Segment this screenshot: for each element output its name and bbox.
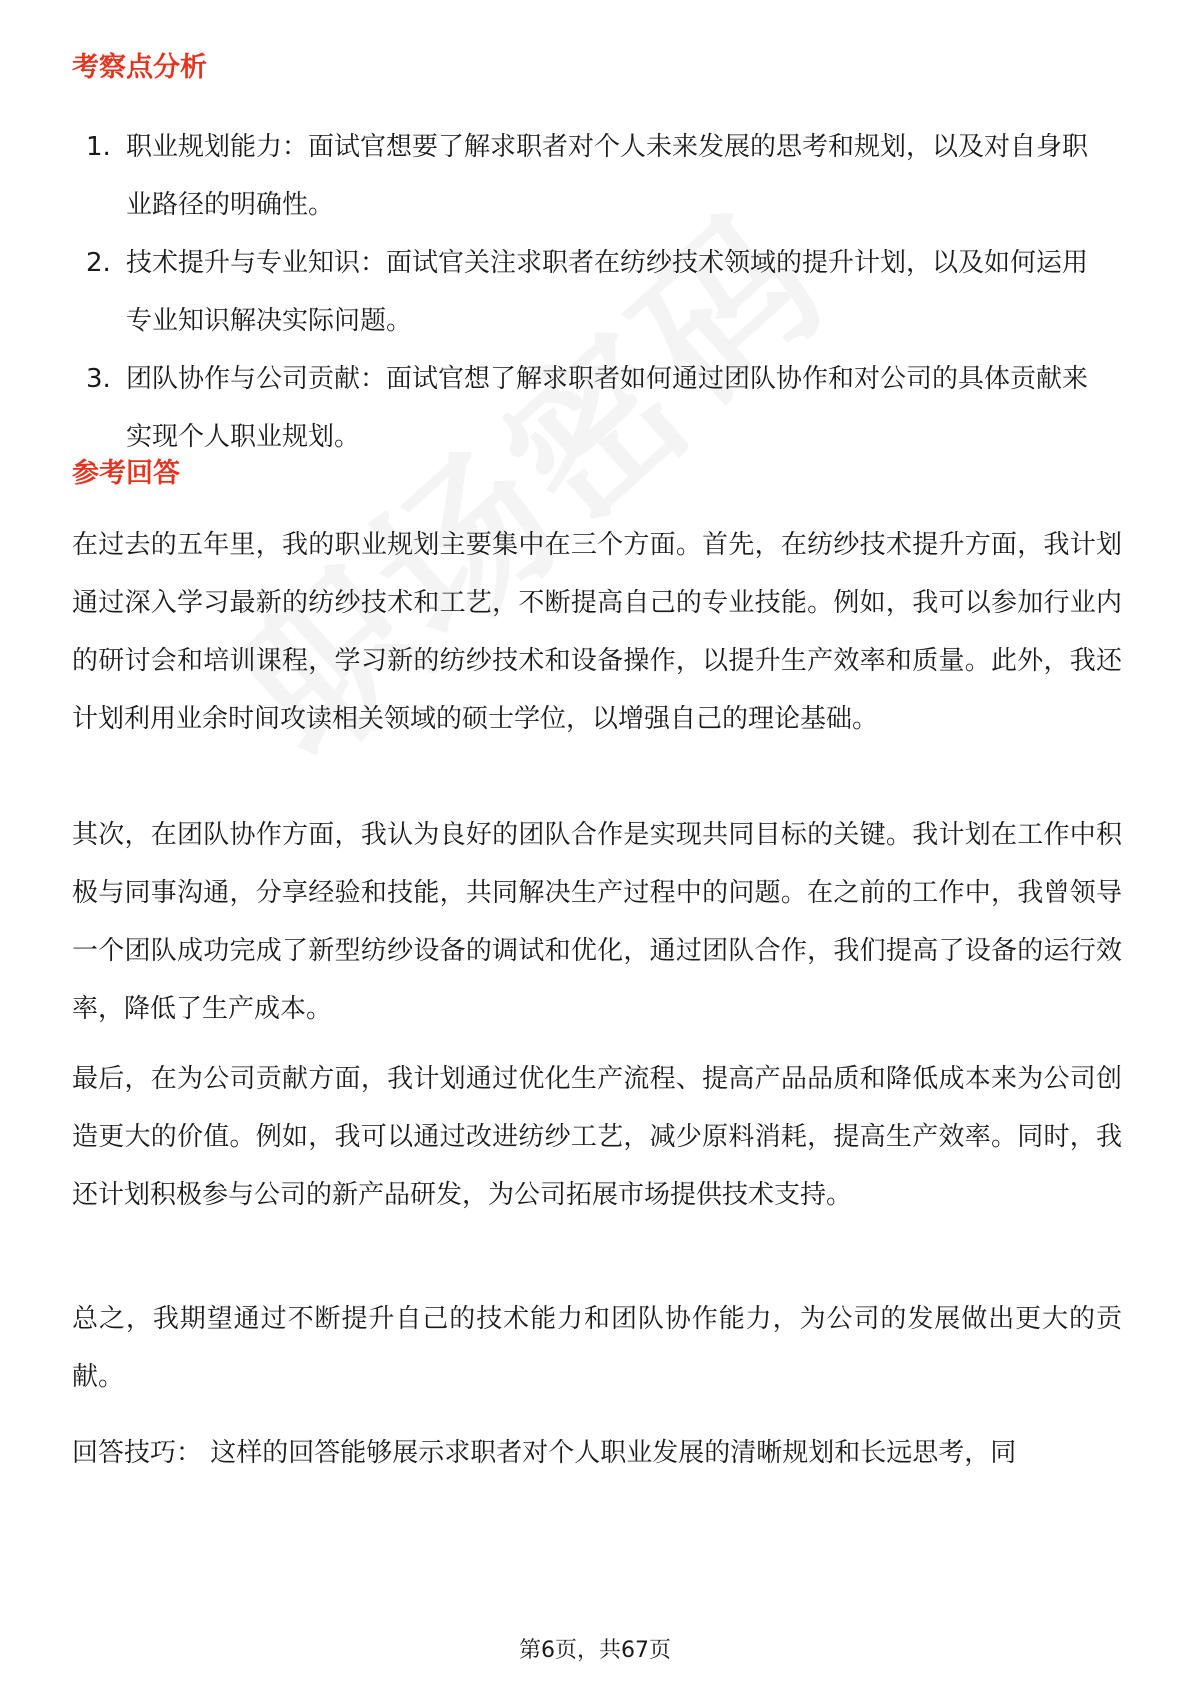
answer-paragraph: 在过去的五年里，我的职业规划主要集中在三个方面。首先，在纺纱技术提升方面，我计划通过深入学习最新的纺纱技术和工艺，不断提高自己的专业技能。例如，我可以参加行业内的研讨会和培训课程，学习新的纺纱技术和设备操作，以提升生产效率和质量。此外，我还计划利用业余时间攻读相关领域的硕士学位，以增强自己的理论基础。 — [72, 530, 1122, 734]
reference-heading: 参考回答 — [72, 458, 180, 489]
answer-tips: 回答技巧： 这样的回答能够展示求职者对个人职业发展的清晰规划和长远思考，同 — [72, 1438, 1017, 1468]
analysis-item-text: 技术提升与专业知识：面试官关注求职者在纺纱技术领域的提升计划，以及如何运用专业知识解决实际问题。 — [126, 248, 1089, 336]
analysis-item — [72, 350, 1112, 466]
answer-paragraph: 其次，在团队协作方面，我认为良好的团队合作是实现共同目标的关键。我计划在工作中积极与同事沟通，分享经验和技能，共同解决生产过程中的问题。在之前的工作中，我曾领导一个团队成功完成了新型纺纱设备的调试和优化，通过团队合作，我们提高了设备的运行效率，降低了生产成本。 — [72, 820, 1122, 1024]
answer-paragraph: 总之，我期望通过不断提升自己的技术能力和团队协作能力，为公司的发展做出更大的贡献。 — [72, 1304, 1122, 1392]
answer-paragraph: 最后，在为公司贡献方面，我计划通过优化生产流程、提高产品品质和降低成本来为公司创造更大的价值。例如，我可以通过改进纺纱工艺，减少原料消耗，提高生产效率。同时，我还计划积极参与公司的新产品研发，为公司拓展市场提供技术支持。 — [72, 1064, 1122, 1210]
analysis-item — [72, 118, 1112, 234]
page-number: 第6页，共67页 — [519, 1638, 671, 1663]
analysis-item-number: 1. — [86, 132, 111, 162]
analysis-item-number: 3. — [86, 364, 111, 394]
analysis-item-number: 2. — [86, 248, 111, 278]
analysis-heading: 考察点分析 — [72, 52, 207, 83]
analysis-item-text: 团队协作与公司贡献：面试官想了解求职者如何通过团队协作和对公司的具体贡献来实现个人职业规划。 — [126, 364, 1089, 452]
analysis-item — [72, 234, 1112, 350]
analysis-list — [72, 118, 1112, 466]
analysis-item-text: 职业规划能力：面试官想要了解求职者对个人未来发展的思考和规划，以及对自身职业路径的明确性。 — [126, 132, 1089, 220]
